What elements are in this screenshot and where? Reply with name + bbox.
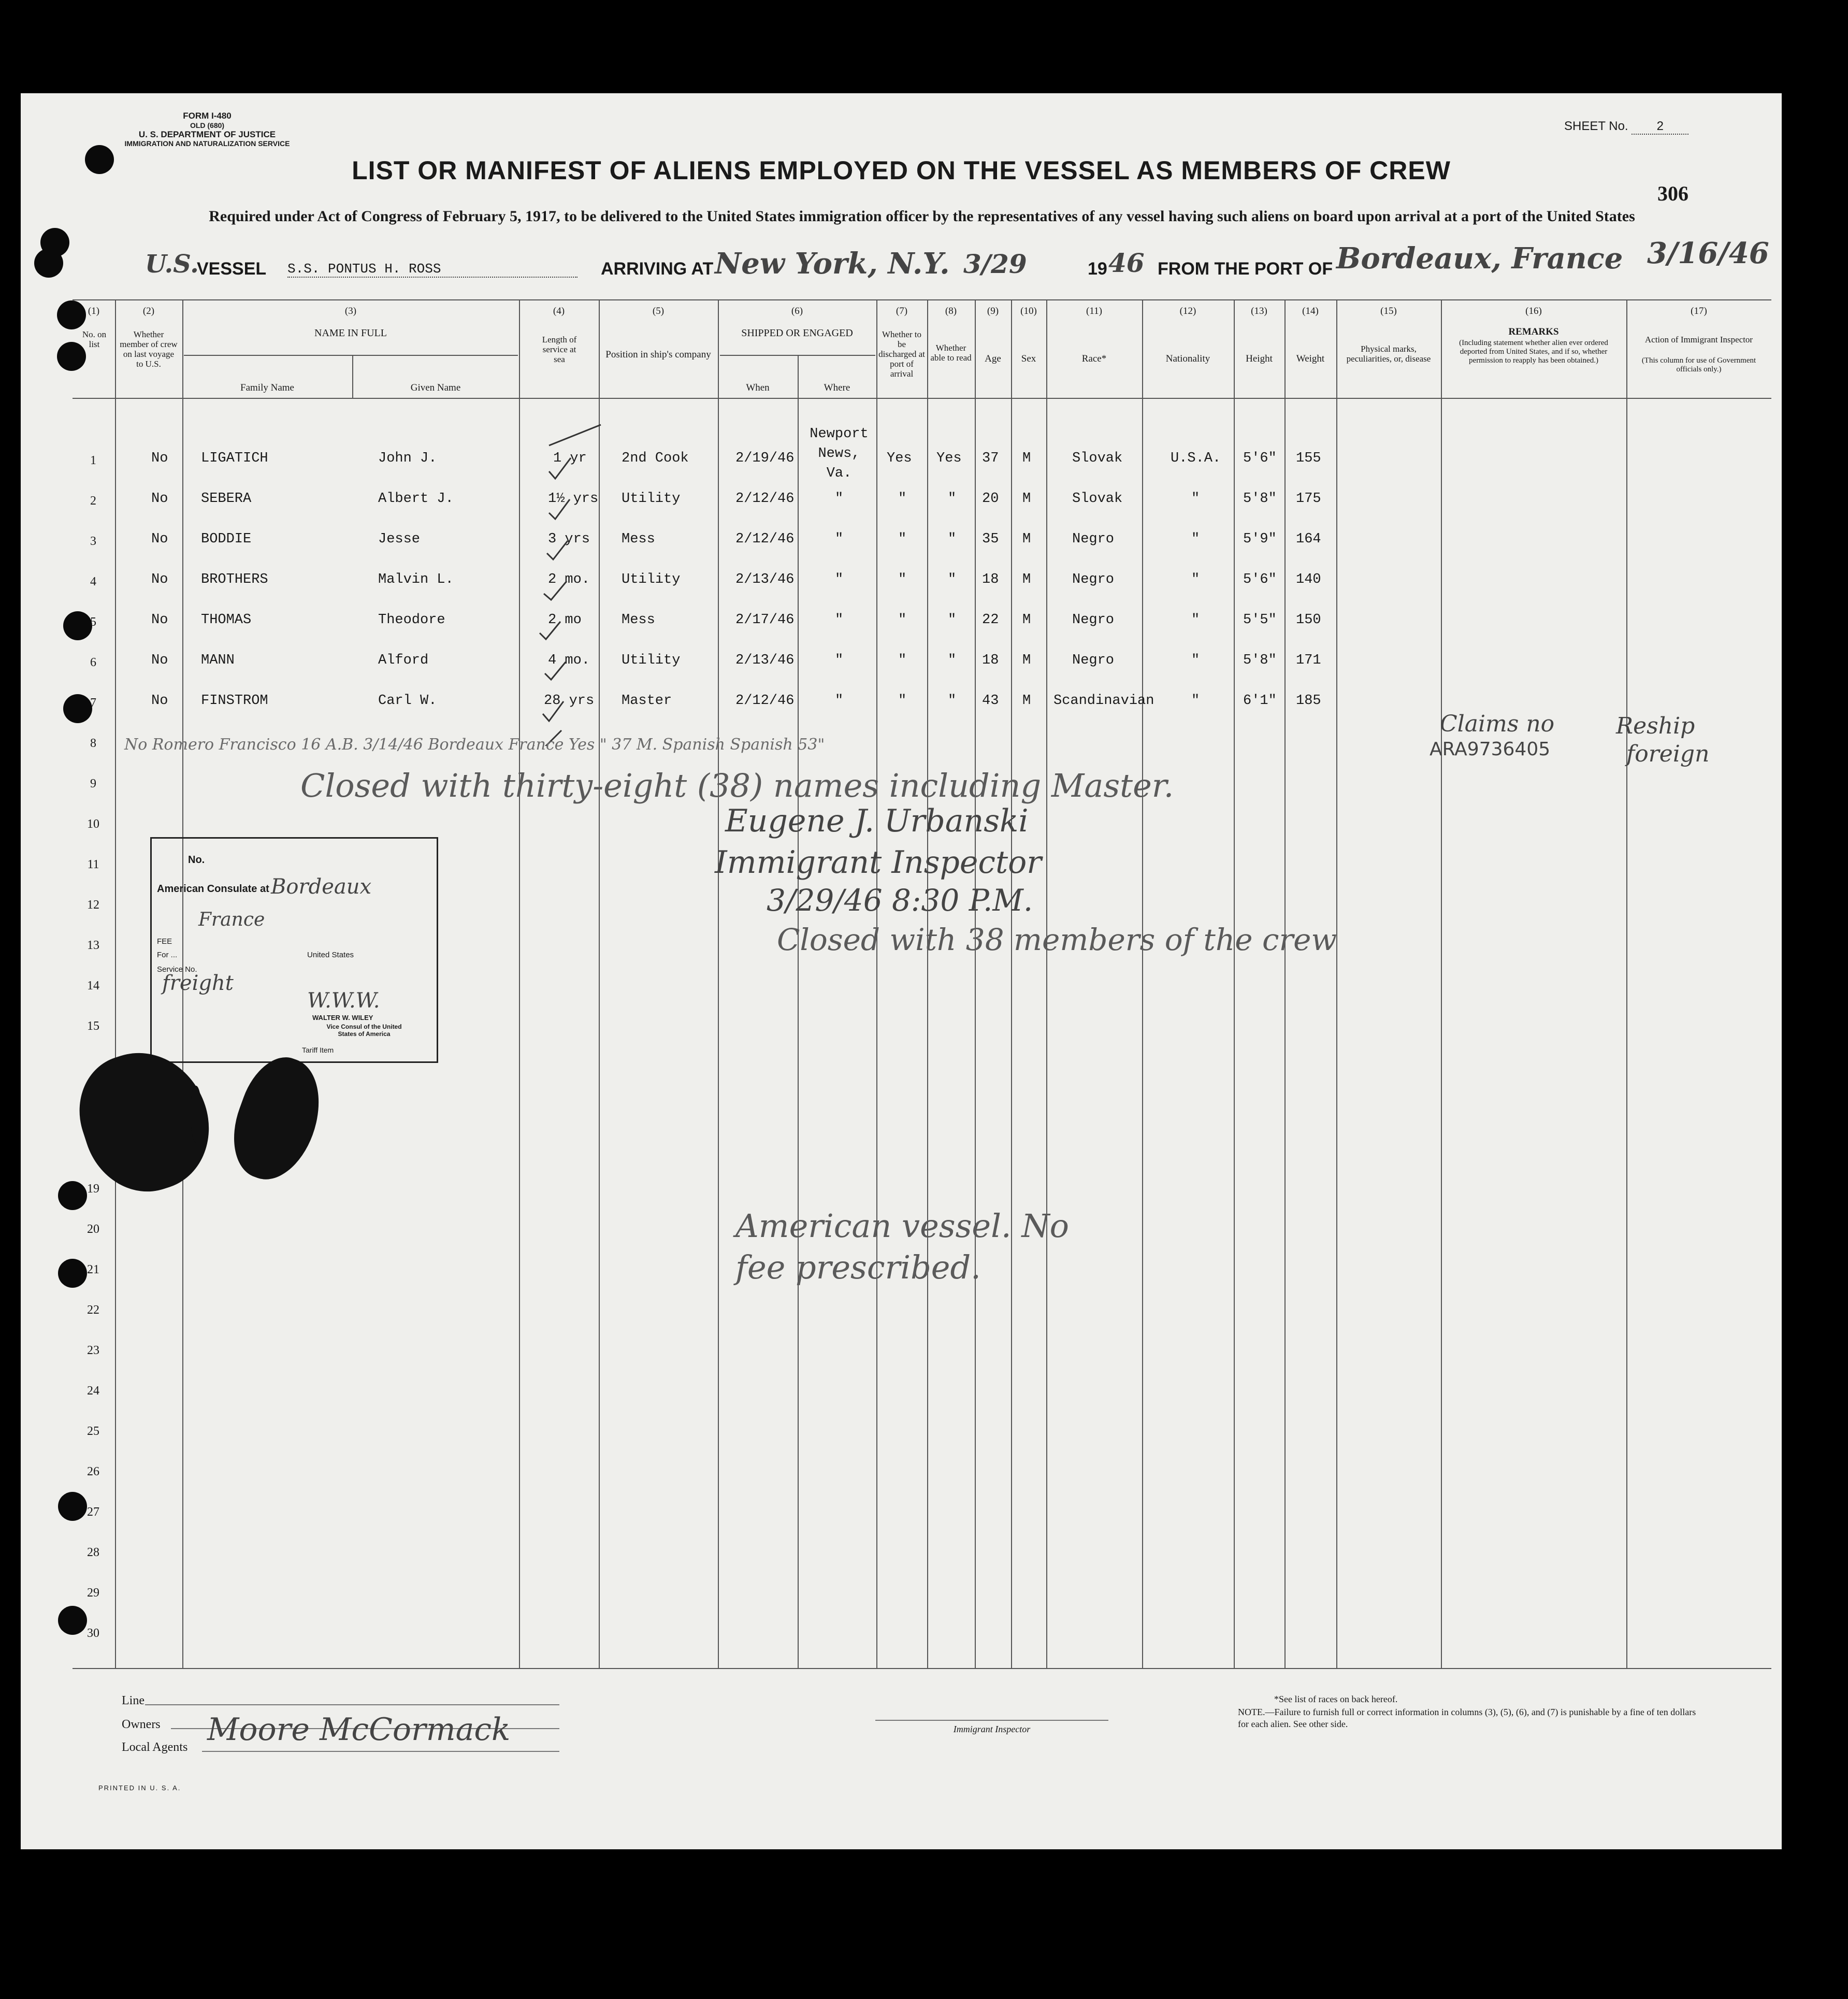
closing-note-2: Closed with 38 members of the crew xyxy=(777,922,1337,957)
cell-weight: 175 xyxy=(1296,491,1321,507)
vessel-line xyxy=(145,236,1769,288)
inspector-signature-rule xyxy=(875,1720,1108,1721)
stamp-consulate-city: Bordeaux xyxy=(271,875,372,899)
department-name: U. S. DEPARTMENT OF JUSTICE xyxy=(138,129,276,139)
cell-age: 20 xyxy=(982,491,999,507)
remark-claims: Claims no xyxy=(1440,711,1555,737)
row-number: 28 xyxy=(87,1546,99,1559)
col-header-no: No. on list xyxy=(82,329,107,350)
col-header-name: NAME IN FULL xyxy=(314,327,387,339)
cell-nationality: " xyxy=(1191,693,1200,709)
vessel-prefix: U.S. xyxy=(145,250,199,279)
form-number: FORM I-480 xyxy=(183,111,232,121)
col-header-when: When xyxy=(746,382,770,393)
col-header-read: Whether able to read xyxy=(930,343,972,363)
footer-printed: PRINTED IN U. S. A. xyxy=(98,1784,181,1792)
cell-where: " xyxy=(835,531,844,547)
col-header-position: Position in ship's company xyxy=(605,349,711,360)
col-number: (4) xyxy=(553,306,565,317)
table-row xyxy=(21,531,1782,552)
cell-sex: M xyxy=(1022,572,1031,587)
from-port: Bordeaux, France xyxy=(1336,241,1623,276)
col-number: (6) xyxy=(791,306,803,317)
row-number: 22 xyxy=(87,1303,99,1317)
table-row xyxy=(21,572,1782,593)
punch-hole xyxy=(34,249,63,278)
inspector-title: Immigrant Inspector xyxy=(715,844,1042,881)
row-number: 2 xyxy=(90,494,96,508)
row-number: 29 xyxy=(87,1586,99,1600)
footer-note: NOTE.—Failure to furnish full or correct information in columns (3), (5), (6), and (7) is punishable by a fine of ten dollars for each alien. See other side. xyxy=(1238,1707,1696,1729)
cell-race: Scandinavian xyxy=(1053,693,1154,709)
cell-height: 5'8" xyxy=(1243,491,1277,507)
stamp-for: For ... xyxy=(157,951,178,959)
stamp-no-label: No. xyxy=(188,854,205,866)
cell-family-name: FINSTROM xyxy=(201,693,268,709)
cell-height: 5'9" xyxy=(1243,531,1277,547)
departure-date: 3/16/46 xyxy=(1647,236,1769,270)
footer-owners-label: Owners xyxy=(122,1718,161,1731)
cell-discharged: Yes xyxy=(887,451,912,466)
stamp-tariff: Tariff Item xyxy=(302,1046,334,1054)
cell-given-name: Theodore xyxy=(378,612,445,628)
table-row xyxy=(21,653,1782,673)
cell-nationality: " xyxy=(1191,612,1200,628)
col-number: (5) xyxy=(652,306,665,317)
stamp-officer-title: Vice Consul of the United States of America xyxy=(326,1023,402,1038)
stamp-freight: freight xyxy=(162,971,234,995)
footer-line-label: Line xyxy=(122,1694,145,1707)
name-subheader-rule xyxy=(184,355,518,356)
cell-last-voyage: No xyxy=(151,572,168,587)
cell-position: Mess xyxy=(622,531,655,547)
row-number: 27 xyxy=(87,1505,99,1519)
col-number: (17) xyxy=(1691,306,1707,317)
stamp-service: Service No. xyxy=(157,965,197,974)
cell-weight: 164 xyxy=(1296,531,1321,547)
table-row xyxy=(21,426,1782,481)
col-number: (2) xyxy=(142,306,155,317)
col-header-shipped: SHIPPED OR ENGAGED xyxy=(741,327,853,339)
col-header-family-name: Family Name xyxy=(240,382,294,393)
cell-family-name: MANN xyxy=(201,653,235,668)
closing-note-1: Closed with thirty-eight (38) names including Master. xyxy=(300,767,1174,804)
row-number: 23 xyxy=(87,1344,99,1357)
cell-nationality: " xyxy=(1191,531,1200,547)
cell-where: " xyxy=(835,572,844,587)
cell-sex: M xyxy=(1022,451,1031,466)
wax-seal-fragment xyxy=(191,1086,202,1143)
row-number: 1 xyxy=(90,454,96,467)
cell-height: 5'6" xyxy=(1243,572,1277,587)
cell-race: Negro xyxy=(1072,653,1115,668)
cell-age: 43 xyxy=(982,693,999,709)
wax-seal xyxy=(219,1047,335,1191)
service-name: IMMIGRATION AND NATURALIZATION SERVICE xyxy=(124,139,290,148)
cell-read: " xyxy=(948,531,957,547)
stamp-consulate: American Consulate at xyxy=(157,883,269,895)
manifest-page xyxy=(21,93,1782,1849)
cell-read: " xyxy=(948,612,957,628)
no-fee-note: fee prescribed. xyxy=(735,1248,981,1286)
cell-age: 22 xyxy=(982,612,999,628)
cell-sex: M xyxy=(1022,612,1031,628)
row-number: 26 xyxy=(87,1465,99,1478)
col-number: (13) xyxy=(1251,306,1267,317)
row-number: 6 xyxy=(90,656,96,669)
cell-family-name: LIGATICH xyxy=(201,451,268,466)
cell-position: Utility xyxy=(622,491,681,507)
page-number: 306 xyxy=(1657,182,1688,205)
cell-height: 5'8" xyxy=(1243,653,1277,668)
cell-position: 2nd Cook xyxy=(622,451,689,466)
cell-service: 1½ yrs xyxy=(548,491,599,507)
col-header-action: Action of Immigrant Inspector xyxy=(1644,335,1753,344)
cell-last-voyage: No xyxy=(151,653,168,668)
col-header-physical-marks: Physical marks, peculiarities, or, disease xyxy=(1346,344,1431,364)
col-header-service: Length of service at sea xyxy=(542,335,577,365)
cell-when: 2/12/46 xyxy=(735,491,795,507)
cell-given-name: Albert J. xyxy=(378,491,454,507)
col-header-action-note: (This column for use of Government officials only.) xyxy=(1641,356,1756,373)
year-suffix: 46 xyxy=(1108,248,1145,278)
cell-race: Slovak xyxy=(1072,491,1123,507)
row-number: 30 xyxy=(87,1627,99,1640)
col-number: (15) xyxy=(1380,306,1397,317)
cell-sex: M xyxy=(1022,693,1031,709)
table-row xyxy=(21,491,1782,512)
cell-weight: 150 xyxy=(1296,612,1321,628)
stamp-officer-signature: W.W.W. xyxy=(307,989,380,1013)
page-title: LIST OR MANIFEST OF ALIENS EMPLOYED ON THE VESSEL AS MEMBERS OF CREW xyxy=(352,156,1451,185)
col-number: (10) xyxy=(1020,306,1037,317)
cell-nationality: " xyxy=(1191,653,1200,668)
cell-where: " xyxy=(835,653,844,668)
col-header-race: Race* xyxy=(1081,353,1107,364)
cell-given-name: Alford xyxy=(378,653,429,668)
arrival-date: 3/29 xyxy=(963,249,1027,279)
footer-races-note: *See list of races on back hereof. xyxy=(1274,1694,1398,1704)
row-number: 5 xyxy=(90,615,96,629)
cell-service: 2 mo xyxy=(548,612,582,628)
arriving-label: ARRIVING AT xyxy=(601,259,714,279)
row-number: 7 xyxy=(90,696,96,710)
col-number: (16) xyxy=(1525,306,1542,317)
cell-age: 18 xyxy=(982,572,999,587)
cell-read: " xyxy=(948,693,957,709)
cell-height: 6'1" xyxy=(1243,693,1277,709)
american-vessel-note: American vessel. No xyxy=(735,1207,1069,1245)
cell-discharged: " xyxy=(898,653,907,668)
sheet-label: SHEET No. xyxy=(1564,119,1628,133)
cell-position: Mess xyxy=(622,612,655,628)
col-number: (12) xyxy=(1179,306,1196,317)
year-prefix: 19 xyxy=(1088,259,1107,279)
row-number: 21 xyxy=(87,1263,99,1276)
cell-read: " xyxy=(948,653,957,668)
row-number: 20 xyxy=(87,1223,99,1236)
row-number: 9 xyxy=(90,777,96,790)
cell-when: 2/17/46 xyxy=(735,612,795,628)
vessel-name: S.S. PONTUS H. ROSS xyxy=(287,261,578,278)
row-number: 25 xyxy=(87,1425,99,1438)
cell-service: 28 yrs xyxy=(544,693,595,709)
cell-when: 2/12/46 xyxy=(735,531,795,547)
cell-sex: M xyxy=(1022,491,1031,507)
footer-line-rule xyxy=(145,1704,559,1705)
cell-read: Yes xyxy=(936,451,962,466)
cell-family-name: BROTHERS xyxy=(201,572,268,587)
row-number: 24 xyxy=(87,1384,99,1398)
cell-age: 18 xyxy=(982,653,999,668)
row-number: 15 xyxy=(87,1019,99,1033)
cell-when: 2/13/46 xyxy=(735,572,795,587)
col-number: (14) xyxy=(1302,306,1319,317)
vessel-label: VESSEL xyxy=(197,259,267,279)
row-number: 8 xyxy=(90,737,96,750)
row-number: 11 xyxy=(87,858,99,871)
col-number: (8) xyxy=(945,306,957,317)
cell-race: Negro xyxy=(1072,531,1115,547)
cell-nationality: U.S.A. xyxy=(1171,451,1221,466)
cell-when: 2/12/46 xyxy=(735,693,795,709)
cell-given-name: Jesse xyxy=(378,531,421,547)
inspector-signature: Eugene J. Urbanski xyxy=(725,803,1029,839)
header-bottom-border xyxy=(73,398,1771,399)
stamp-country: France xyxy=(198,909,265,930)
cell-where: " xyxy=(835,693,844,709)
col-header-discharged: Whether to be discharged at port of arrival xyxy=(878,329,925,379)
closing-date: 3/29/46 8:30 P.M. xyxy=(767,883,1033,918)
form-old-number: OLD (680) xyxy=(190,121,225,130)
cell-last-voyage: No xyxy=(151,531,168,547)
cell-last-voyage: No xyxy=(151,693,168,709)
col-number: (9) xyxy=(987,306,999,317)
cell-discharged: " xyxy=(898,612,907,628)
cell-given-name: Carl W. xyxy=(378,693,437,709)
col-header-last-voyage: Whether member of crew on last voyage to U.S. xyxy=(120,329,178,369)
cell-family-name: BODDIE xyxy=(201,531,252,547)
cell-where: " xyxy=(835,491,844,507)
row-number: 19 xyxy=(87,1182,99,1196)
consulate-stamp xyxy=(150,837,438,1063)
cell-read: " xyxy=(948,572,957,587)
cell-position: Utility xyxy=(622,653,681,668)
arriving-at: New York, N.Y. xyxy=(715,247,950,281)
cell-last-voyage: No xyxy=(151,612,168,628)
col-header-remarks: REMARKS xyxy=(1508,326,1559,337)
table-top-border xyxy=(73,299,1771,300)
footer-agents-rule xyxy=(202,1751,559,1752)
handwritten-row-8: No Romero Francisco 16 A.B. 3/14/46 Bordeaux France Yes " 37 M. Spanish Spanish 53" xyxy=(124,736,825,754)
stamp-united-states: United States xyxy=(307,951,354,959)
col-header-nationality: Nationality xyxy=(1165,353,1210,364)
cell-discharged: " xyxy=(898,693,907,709)
footer-agents-label: Local Agents xyxy=(122,1741,188,1754)
row-number: 14 xyxy=(87,979,99,993)
col-header-where: Where xyxy=(824,382,850,393)
form-header-block xyxy=(124,111,290,148)
footer-inspector-label: Immigrant Inspector xyxy=(953,1724,1031,1734)
cell-given-name: John J. xyxy=(378,451,437,466)
cell-where: " xyxy=(835,612,844,628)
cell-service: 2 mo. xyxy=(548,572,590,587)
cell-weight: 171 xyxy=(1296,653,1321,668)
remark-claim-number: ARA9736405 xyxy=(1430,739,1551,760)
cell-height: 5'6" xyxy=(1243,451,1277,466)
page-subtitle: Required under Act of Congress of February 5, 1917, to be delivered to the United States immigration officer by the representatives of any vessel having such aliens on board upon arrival at a port of the United States xyxy=(209,208,1635,225)
col-number: (3) xyxy=(344,306,357,317)
cell-where: Newport News, Va. xyxy=(810,426,869,481)
table-row xyxy=(21,612,1782,633)
cell-sex: M xyxy=(1022,531,1031,547)
cell-discharged: " xyxy=(898,531,907,547)
cell-race: Slovak xyxy=(1072,451,1123,466)
cell-sex: M xyxy=(1022,653,1031,668)
cell-discharged: " xyxy=(898,491,907,507)
cell-when: 2/13/46 xyxy=(735,653,795,668)
col-header-height: Height xyxy=(1246,353,1273,364)
cell-nationality: " xyxy=(1191,491,1200,507)
footer-agents-value: Moore McCormack xyxy=(207,1712,511,1748)
table-bottom-border xyxy=(73,1668,1771,1669)
cell-age: 37 xyxy=(982,451,999,466)
row-number: 3 xyxy=(90,535,96,548)
cell-family-name: SEBERA xyxy=(201,491,252,507)
cell-service: 4 mo. xyxy=(548,653,590,668)
cell-race: Negro xyxy=(1072,612,1115,628)
col-number: (7) xyxy=(896,306,908,317)
col-number: (1) xyxy=(88,306,100,317)
cell-last-voyage: No xyxy=(151,451,168,466)
from-label: FROM THE PORT OF xyxy=(1158,259,1333,279)
row-number: 13 xyxy=(87,939,99,952)
row-number: 10 xyxy=(87,817,99,831)
stamp-officer: WALTER W. WILEY xyxy=(312,1014,373,1022)
service-checkmarks xyxy=(518,414,622,746)
cell-race: Negro xyxy=(1072,572,1115,587)
cell-weight: 140 xyxy=(1296,572,1321,587)
col-number: (11) xyxy=(1086,306,1102,317)
cell-discharged: " xyxy=(898,572,907,587)
col-header-given-name: Given Name xyxy=(410,382,461,393)
col-header-age: Age xyxy=(985,353,1001,364)
cell-when: 2/19/46 xyxy=(735,451,795,466)
cell-service: 1 yr xyxy=(553,451,587,466)
remark-reship: Reship xyxy=(1616,713,1695,739)
stamp-fee: FEE xyxy=(157,937,172,946)
cell-age: 35 xyxy=(982,531,999,547)
sheet-number: 2 xyxy=(1632,119,1688,135)
cell-weight: 155 xyxy=(1296,451,1321,466)
cell-weight: 185 xyxy=(1296,693,1321,709)
col-header-remarks-note: (Including statement whether alien ever ordered deported from United States, and if so, whether permission to reapply has been obtained.) xyxy=(1459,339,1608,365)
row-number: 4 xyxy=(90,575,96,588)
sheet-number-block xyxy=(1564,119,1688,135)
cell-nationality: " xyxy=(1191,572,1200,587)
cell-read: " xyxy=(948,491,957,507)
col-header-sex: Sex xyxy=(1021,353,1036,364)
cell-position: Utility xyxy=(622,572,681,587)
col-header-weight: Weight xyxy=(1296,353,1325,364)
cell-service: 3 yrs xyxy=(548,531,590,547)
cell-given-name: Malvin L. xyxy=(378,572,454,587)
cell-family-name: THOMAS xyxy=(201,612,252,628)
cell-last-voyage: No xyxy=(151,491,168,507)
cell-height: 5'5" xyxy=(1243,612,1277,628)
cell-position: Master xyxy=(622,693,672,709)
row-number: 12 xyxy=(87,898,99,912)
remark-foreign: foreign xyxy=(1626,741,1710,767)
